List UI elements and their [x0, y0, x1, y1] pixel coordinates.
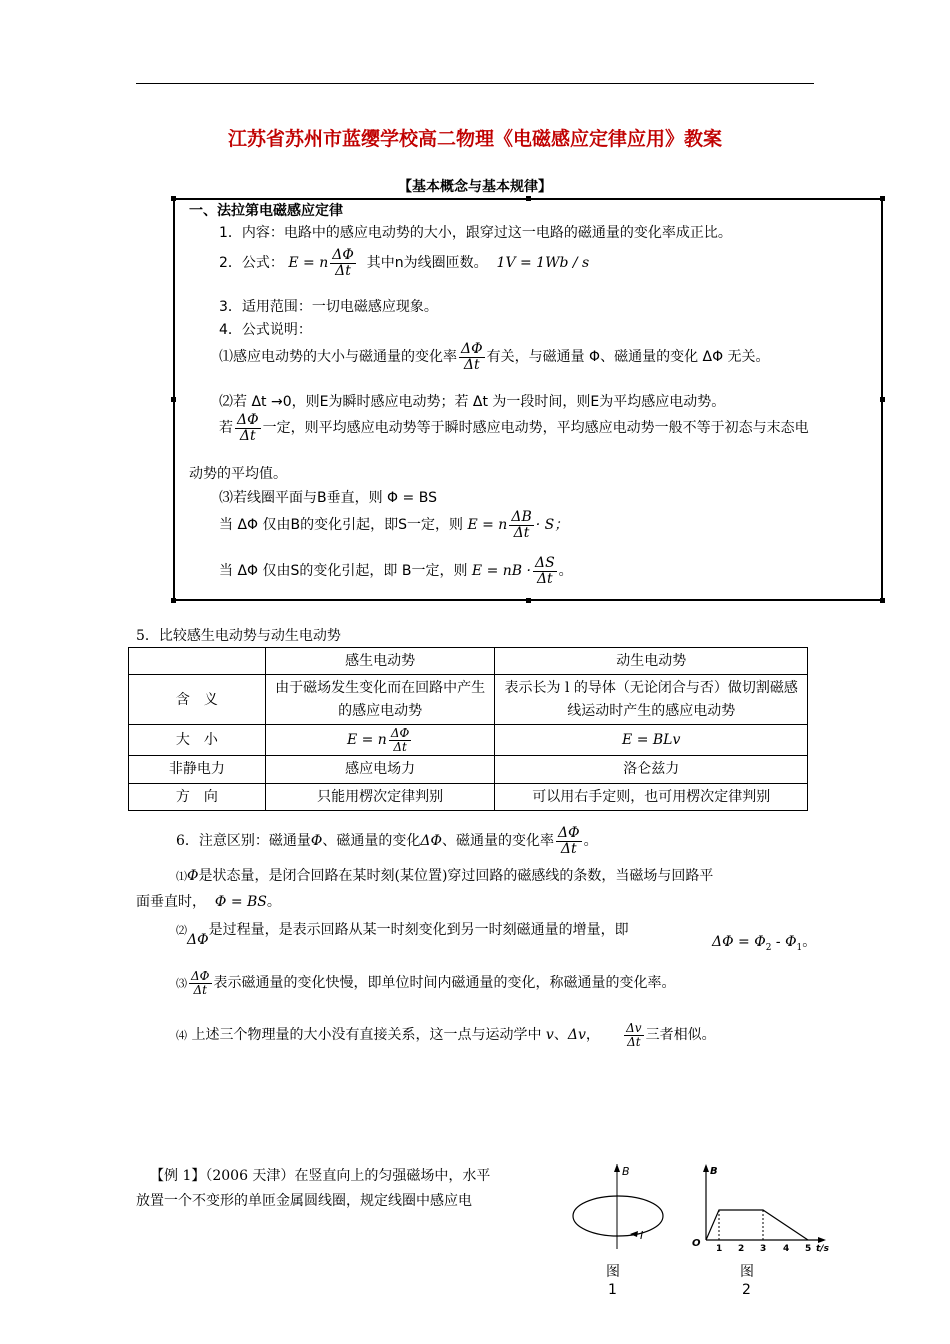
- fraction: $\frac{\Delta\Phi}{\Delta t}$: [332, 247, 354, 279]
- law-scope: 3．适用范围：一切电磁感应现象。: [219, 299, 438, 315]
- formula-note: 其中n为线圈匝数。: [366, 255, 488, 272]
- fraction: $\frac{\Delta\Phi}{\Delta t}$: [390, 726, 410, 754]
- paragraph-1b: 面垂直时， Φ = BS。: [136, 894, 281, 910]
- table-row: [129, 675, 808, 725]
- table-row: [129, 725, 808, 756]
- note-2c: 动势的平均值。: [189, 466, 287, 482]
- paragraph-3: ⑶ $\frac{\Delta\Phi}{\Delta t}$ 表示磁通量的变化快慢，即单位时间内磁通量的变化，称磁通量的变化率。: [176, 969, 676, 997]
- table-cell: 含 义: [129, 675, 266, 725]
- table-cell: 洛仑兹力: [495, 756, 808, 783]
- note-2b: 若 $\frac{\Delta\Phi}{\Delta t}$ 一定，则平均感应电动势等于瞬时感应电动势，平均感应电动势一般不等于初态与末态电: [219, 412, 809, 444]
- table-cell: 非静电力: [129, 756, 266, 783]
- formula-label: 2．公式：: [219, 255, 284, 272]
- resize-handle[interactable]: [171, 196, 176, 201]
- section-5-heading: 5．比较感生电动势与动生电动势: [136, 628, 341, 644]
- fig2-tick-label: 2: [738, 1244, 745, 1254]
- resize-handle[interactable]: [880, 598, 885, 603]
- fig1-i-label: I: [640, 1229, 644, 1242]
- table-row: [129, 783, 808, 810]
- section-6-heading: 6．注意区别：磁通量Φ、磁通量的变化ΔΦ、磁通量的变化率 $\frac{\Delta\Phi}{\Delta t}$ 。: [176, 825, 598, 857]
- resize-handle[interactable]: [171, 598, 176, 603]
- note-2: ⑵若 Δt →0，则E为瞬时感应电动势；若 Δt 为一段时间，则E为平均感应电动势。: [219, 394, 726, 410]
- table-cell: 由于磁场发生变化而在回路中产生的感应电动势: [265, 675, 495, 725]
- unit-relation: 1V = 1Wb / s: [496, 255, 590, 272]
- table-cell: 大 小: [129, 725, 266, 756]
- fig1-b-label: B: [622, 1165, 630, 1178]
- fraction: $\frac{\Delta\Phi}{\Delta t}$: [558, 825, 580, 857]
- table-cell: 表示长为 l 的导体（无论闭合与否）做切割磁感线运动时产生的感应电动势: [495, 675, 808, 725]
- table-cell: 可以用右手定则，也可用楞次定律判别: [495, 783, 808, 810]
- box-heading: 一、法拉第电磁感应定律: [189, 203, 343, 219]
- arrow-right-icon: [818, 1237, 826, 1243]
- law-formula: [219, 248, 589, 278]
- section-subtitle: 【基本概念与基本规律】: [398, 179, 552, 195]
- header-rule: [136, 83, 814, 84]
- fig2-origin-label: O: [692, 1238, 701, 1249]
- fraction: $\frac{\Delta\Phi}{\Delta t}$: [461, 341, 483, 373]
- paragraph-2-formula: $\Delta\Phi = \Phi_2 - \Phi_1$。: [712, 934, 817, 953]
- note-3: ⑶若线圈平面与B垂直，则 Φ = BS: [219, 490, 437, 506]
- table-cell: 方 向: [129, 783, 266, 810]
- faraday-law-box: [173, 198, 883, 601]
- fig2-tick-label: 1: [716, 1244, 723, 1254]
- table-cell: 感应电场力: [265, 756, 495, 783]
- fig2-b-label: B: [710, 1166, 718, 1177]
- resize-handle[interactable]: [526, 196, 531, 201]
- resize-handle[interactable]: [171, 397, 176, 402]
- fraction: $\frac{\Delta S}{\Delta t}$: [534, 555, 555, 587]
- b-curve: [706, 1210, 808, 1240]
- current-arrow-icon: [630, 1231, 638, 1237]
- page-title: 江苏省苏州市蓝缨学校高二物理《电磁感应定律应用》教案: [227, 128, 722, 150]
- table-header: 感生电动势: [265, 648, 495, 675]
- fraction: $\frac{\Delta v}{\Delta t}$: [626, 1021, 642, 1049]
- resize-handle[interactable]: [880, 196, 885, 201]
- paragraph-4: ⑷ 上述三个物理量的大小没有直接关系，这一点与运动学中 v、Δv， $\frac{\Delta v}{\Delta t}$ 三者相似。: [176, 1021, 716, 1049]
- table-cell: [129, 648, 266, 675]
- fig2-tick-label: 3: [760, 1244, 767, 1254]
- table-cell: E = n $\frac{\Delta\Phi}{\Delta t}$: [265, 725, 495, 756]
- fraction: $\frac{\Delta\Phi}{\Delta t}$: [191, 969, 210, 997]
- arrow-up-icon: [703, 1164, 709, 1172]
- law-content: 1．内容：电路中的感应电动势的大小，跟穿过这一电路的磁通量的变化率成正比。: [219, 225, 732, 241]
- resize-handle[interactable]: [526, 598, 531, 603]
- note-3a: 当 ΔΦ 仅由B的变化引起，即S一定，则 E = n $\frac{\Delta B}{\Delta t}$ · S；: [219, 509, 569, 541]
- example-label: 【例 1】（2006 天津）: [150, 1168, 295, 1184]
- figure-2-graph: [686, 1162, 836, 1296]
- comparison-table: [128, 647, 808, 811]
- table-cell: 只能用楞次定律判别: [265, 783, 495, 810]
- table-header: 动生电动势: [495, 648, 808, 675]
- paragraph-2: ⑵ΔΦ是过程量，是表示回路从某一时刻变化到另一时刻磁通量的增量，即: [176, 922, 629, 948]
- figure-1-coil: [568, 1164, 668, 1294]
- resize-handle[interactable]: [880, 397, 885, 402]
- fig2-tick-label: 4: [783, 1244, 790, 1254]
- fig2-caption: 图: [740, 1264, 754, 1280]
- formula-lhs: E = n: [288, 255, 329, 272]
- fig1-caption-num: 1: [608, 1282, 617, 1294]
- example-text: 放置一个不变形的单匝金属圆线圈，规定线圈中感应电: [136, 1193, 472, 1210]
- table-cell: E = BLv: [495, 725, 808, 756]
- fraction: $\frac{\Delta\Phi}{\Delta t}$: [237, 412, 259, 444]
- fraction: $\frac{\Delta B}{\Delta t}$: [511, 509, 532, 541]
- note-3b: 当 ΔΦ 仅由S的变化引起，即 B一定，则 E = nB · $\frac{\Delta S}{\Delta t}$ 。: [219, 555, 573, 587]
- table-row: [129, 648, 808, 675]
- coil-ellipse: [573, 1196, 663, 1236]
- fig2-tick-label: 5: [805, 1244, 812, 1254]
- fig2-t-label: t/s: [816, 1244, 829, 1254]
- formula-notes-heading: 4．公式说明：: [219, 322, 312, 338]
- arrow-up-icon: [614, 1164, 620, 1172]
- table-row: [129, 756, 808, 783]
- fig2-caption-num: 2: [742, 1282, 751, 1296]
- note-1: ⑴感应电动势的大小与磁通量的变化率 $\frac{\Delta\Phi}{\Delta t}$ 有关，与磁通量 Φ、磁通量的变化 ΔΦ 无关。: [219, 341, 770, 373]
- paragraph-1: ⑴Φ是状态量，是闭合回路在某时刻(某位置)穿过回路的磁感线的条数，当磁场与回路平: [176, 868, 714, 884]
- fig1-caption: 图: [606, 1264, 620, 1280]
- example-1: 【例 1】（2006 天津）在竖直向上的匀强磁场中，水平 放置一个不变形的单匝金属圆线圈，规定线圈中感应电: [136, 1164, 561, 1214]
